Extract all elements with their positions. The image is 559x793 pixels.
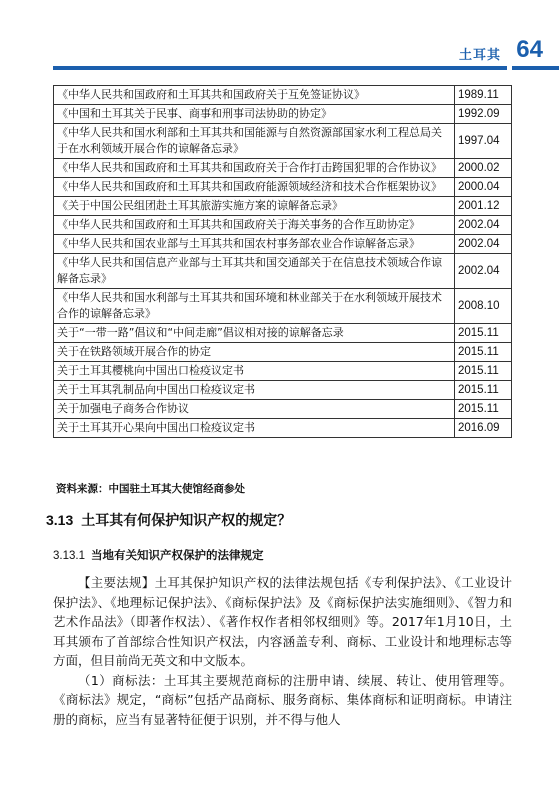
agreement-date-cell: 2000.02 [455,159,512,178]
agreement-name-cell: 关于土耳其樱桃向中国出口检疫议定书 [54,362,455,381]
agreement-name-cell: 《中国和土耳其关于民事、商事和刑事司法协助的协定》 [54,105,455,124]
page-number: 64 [516,36,543,63]
table-row [54,216,512,235]
agreement-date-cell: 2015.11 [455,324,512,343]
subsection-number: 3.13.1 [53,550,85,562]
agreement-name-cell: 关于土耳其开心果向中国出口检疫议定书 [54,419,455,438]
agreement-name-cell: 关于土耳其乳制品向中国出口检疫议定书 [54,381,455,400]
agreement-name-cell: 《中华人民共和国水利部与土耳其共和国环境和林业部关于在水利领域开展技术合作的谅解备忘录》 [54,289,455,324]
agreement-name-cell: 《中华人民共和国农业部与土耳其共和国农村事务部农业合作谅解备忘录》 [54,235,455,254]
agreement-date-cell: 2002.04 [455,235,512,254]
agreement-date-cell: 1992.09 [455,105,512,124]
subsection-title: 当地有关知识产权保护的法律规定 [90,548,264,562]
table-row [54,86,512,105]
subsection-heading [53,547,263,563]
table-row [54,324,512,343]
body-text [53,573,512,729]
agreement-date-cell: 2002.04 [455,254,512,289]
table-row [54,400,512,419]
agreement-name-cell: 《中华人民共和国政府和土耳其共和国政府关于合作打击跨国犯罪的合作协议》 [54,159,455,178]
agreement-date-cell: 2016.09 [455,419,512,438]
section-number: 3.13 [46,512,74,528]
agreement-date-cell: 2015.11 [455,362,512,381]
agreement-name-cell: 关于在铁路领域开展合作的协定 [54,343,455,362]
agreement-date-cell: 1989.11 [455,86,512,105]
header-rule [53,66,507,70]
table-row [54,419,512,438]
agreement-name-cell: 《中华人民共和国政府和土耳其共和国政府能源领域经济和技术合作框架协议》 [54,178,455,197]
agreement-date-cell: 2008.10 [455,289,512,324]
table-row [54,381,512,400]
agreement-date-cell: 1997.04 [455,124,512,159]
agreement-name-cell: 《中华人民共和国信息产业部与土耳其共和国交通部关于在信息技术领域合作谅解备忘录》 [54,254,455,289]
agreement-date-cell: 2002.04 [455,216,512,235]
table-row [54,235,512,254]
table-row [54,343,512,362]
table-row [54,254,512,289]
table-row [54,362,512,381]
table-row [54,289,512,324]
table-row [54,124,512,159]
agreement-name-cell: 《中华人民共和国政府和土耳其共和国政府关于互免签证协议》 [54,86,455,105]
table-row [54,159,512,178]
agreement-date-cell: 2015.11 [455,381,512,400]
paragraph: 【主要法规】土耳其保护知识产权的法律法规包括《专利保护法》、《工业设计保护法》、《地理标记保护法》、《商标保护法》及《商标保护法实施细则》、《智力和艺术作品法》（即著作权法）、《著作权作者相邻权细则》等。2017年1月10日，土耳其颁布了首部综合性知识产权法，内容涵盖专利、商标、工业设计和地理标志等方面，但目前尚无英文和中文版本。 [53,575,512,668]
section-heading [46,510,291,530]
agreement-date-cell: 2000.04 [455,178,512,197]
table-row [54,105,512,124]
header-rule-accent [512,66,559,70]
agreement-name-cell: 关于加强电子商务合作协议 [54,400,455,419]
header-title: 土耳其 [458,48,501,63]
agreement-date-cell: 2001.12 [455,197,512,216]
agreements-table-body [54,86,512,438]
section-title: 土耳其有何保护知识产权的规定？ [81,513,292,529]
agreement-date-cell: 2015.11 [455,400,512,419]
agreement-name-cell: 《关于中国公民组团赴土耳其旅游实施方案的谅解备忘录》 [54,197,455,216]
table-row [54,197,512,216]
table-row [54,178,512,197]
source-note: 资料来源：中国驻土耳其大使馆经商参处 [56,483,245,495]
agreement-name-cell: 《中华人民共和国水利部和土耳其共和国能源与自然资源部国家水利工程总局关于在水利领域开展合作的谅解备忘录》 [54,124,455,159]
agreement-name-cell: 关于“一带一路”倡议和“中间走廊”倡议相对接的谅解备忘录 [54,324,455,343]
paragraph: （1）商标法：土耳其主要规范商标的注册申请、续展、转让、使用管理等。《商标法》规定，“商标”包括产品商标、服务商标、集体商标和证明商标。申请注册的商标，应当有显著特征便于识别，并不得与他人 [53,672,512,727]
agreements-table [53,85,512,438]
agreement-date-cell: 2015.11 [455,343,512,362]
agreement-name-cell: 《中华人民共和国政府和土耳其共和国政府关于海关事务的合作互助协定》 [54,216,455,235]
